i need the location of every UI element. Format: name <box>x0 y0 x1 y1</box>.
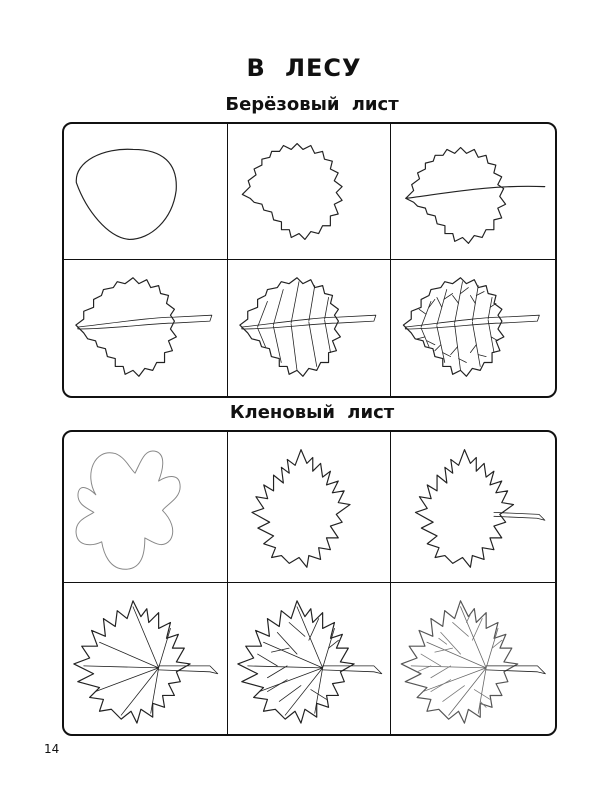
birch-step-6 <box>391 260 555 396</box>
birch-step-4-drawing <box>64 260 227 396</box>
birch-step-3 <box>391 124 555 260</box>
birch-step-5 <box>228 260 392 396</box>
maple-step-2-drawing <box>228 432 391 582</box>
maple-step-3 <box>391 432 555 583</box>
page-number: 14 <box>44 742 60 756</box>
maple-steps-grid <box>62 430 557 736</box>
maple-step-3-drawing <box>391 432 555 582</box>
maple-step-5-drawing <box>228 583 391 734</box>
birch-step-1-drawing <box>64 124 227 259</box>
maple-step-6-drawing <box>391 583 555 734</box>
page-title: В ЛЕСУ <box>246 54 362 82</box>
birch-step-6-drawing <box>391 260 555 396</box>
maple-step-2 <box>228 432 392 583</box>
birch-step-1 <box>64 124 228 260</box>
section-heading-birch: Берёзовый лист <box>225 94 399 115</box>
section-heading-maple: Кленовый лист <box>229 402 395 423</box>
birch-step-3-drawing <box>391 124 555 259</box>
birch-steps-grid <box>62 122 557 398</box>
maple-step-6 <box>391 583 555 734</box>
maple-step-5 <box>228 583 392 734</box>
birch-step-2 <box>228 124 392 260</box>
birch-step-4 <box>64 260 228 396</box>
birch-step-5-drawing <box>228 260 391 396</box>
maple-step-1-drawing <box>64 432 227 582</box>
maple-step-4-drawing <box>64 583 227 734</box>
maple-step-1 <box>64 432 228 583</box>
birch-step-2-drawing <box>228 124 391 259</box>
maple-step-4 <box>64 583 228 734</box>
